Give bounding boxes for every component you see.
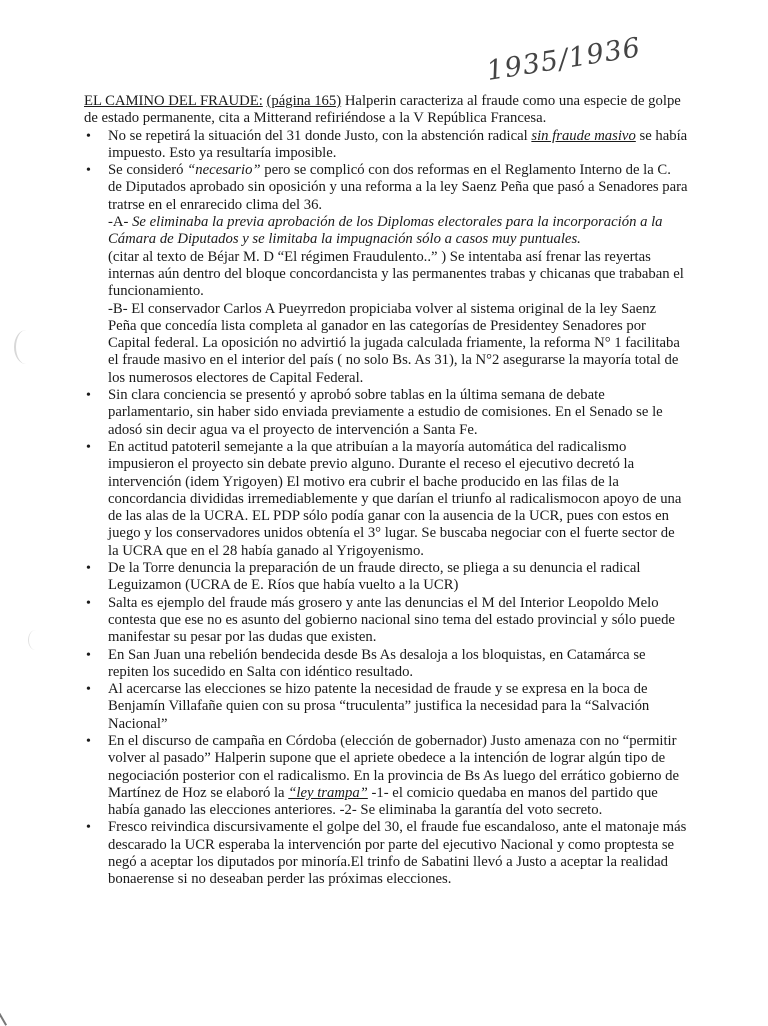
list-item: • En San Juan una rebelión bendecida desde Bs As desaloja a los bloquistas, en Catamárca se repiten los sucedido en Salta con idéntico resultado. xyxy=(84,647,688,682)
bullet-text: En el discurso de campaña en Córdoba (elección de gobernador) Justo amenaza con no “permitir volver al pasado” Halperin supone que el apriete obedece a la intención de lograr algún tipo de negociación posterior con el radicalismo. En la provincia de Bs As luego del errático gobierno de Martínez de Hoz se elaboró la xyxy=(108,732,679,801)
sub-point-b: -B- El conservador Carlos A Pueyrredon propiciaba volver al sistema original de la ley Saenz Peña que concedía lista completa al ganador en las categorías de Presidentey Senadores por Capital federal. La oposición no advirtió la jugada calculada friamente, la reforma N° 1 facilitaba el fraude masivo en el interior del país ( no solo Bs. As 31), la N°2 asegurarse la mayoría total de los numerosos electores de Capital Federal. xyxy=(108,300,680,386)
emphasis-text: Se eliminaba la previa aprobación de los Diplomas electorales para la incorporación a la Cámara de Diputados y se limitaba la impugnación sólo a casos muy puntuales. xyxy=(108,214,663,248)
list-item xyxy=(84,128,688,163)
scan-margin-mark xyxy=(28,630,43,650)
bullet-text: -1- el comicio quedaba en manos del partido que había ganado las elecciones anteriores. -2- Se eliminaba la garantía del voto secreto. xyxy=(108,784,658,819)
document-body xyxy=(84,93,688,889)
bullet-text: Se consideró xyxy=(108,162,188,179)
list-item: • Fresco reivindica discursivamente el golpe del 30, el fraude fue escandaloso, ante el matonaje más descarado la UCR esperaba la intervención por parte del ejecutivo Nacional y como proptesta se negó a aceptar los diputados por minoría.El trinfo de Sabatini llevó a Justo a aceptar la realidad bonaerense si no deseaban perder las próximas elecciones. xyxy=(84,819,688,888)
handwritten-date-annotation: 1935/1936 xyxy=(484,32,643,87)
sub-point-a xyxy=(108,214,688,249)
sub-point-a-continuation: (citar al texto de Béjar M. D “El régimen Fraudulento..” ) Se intentaba así frenar las reyertas internas aún dentro del bloque concordancista y las permanentes trabas y chicanas que trababan el funcionamiento. xyxy=(108,248,684,300)
page-reference: (página 165) xyxy=(266,93,342,109)
bullet-text: No se repetirá la situación del 31 donde Justo, con la abstención radical xyxy=(108,127,532,144)
scan-corner-mark xyxy=(0,1004,16,1026)
document-heading xyxy=(84,93,688,128)
intro-text: Halperin caracteriza al fraude como una especie de golpe de estado permanente, cita a Mitterand refiriéndose a la V República Francesa. xyxy=(84,93,681,127)
list-item: • Sin clara conciencia se presentó y aprobó sobre tablas en la última semana de debate parlamentario, sin haber sido enviada previamente a estudio de comisiones. En el Senado se le adosó sin decir agua va el proyecto de intervención a Santa Fe. xyxy=(84,387,688,439)
list-item xyxy=(84,733,688,819)
emphasis-text: “necesario” xyxy=(187,162,261,179)
bullet-text: se había impuesto. Esto ya resultaría imposible. xyxy=(108,127,688,161)
list-item: • Al acercarse las elecciones se hizo patente la necesidad de fraude y se expresa en la boca de Benjamín Villafañe quien con su prosa “truculenta” justifica la necesidad para la “Salvación Nacional” xyxy=(84,681,688,733)
bullet-text: pero se complicó con dos reformas en el Reglamento Interno de la C. de Diputados aprobado sin oposición y una reforma a la ley Saenz Peña que pasó a Senadores para tratrse en el enrarecido clima del 36. xyxy=(108,162,688,213)
list-item: • Salta es ejemplo del fraude más grosero y ante las denuncias el M del Interior Leopoldo Melo contesta que ese no es asunto del gobierno nacional sino tema del estado provincial y sólo puede manifestar su pesar por las dudas que existen. xyxy=(84,595,688,647)
emphasis-text: sin fraude masivo xyxy=(531,127,636,144)
bullet-list xyxy=(84,128,688,889)
scan-margin-mark xyxy=(14,330,38,364)
list-item xyxy=(84,162,688,387)
list-item: • En actitud patoteril semejante a la que atribuían a la mayoría automática del radicalismo impusieron el proyecto sin debate previo alguno. Durante el receso el ejecutivo decretó la intervención (idem Yrigoyen) El motivo era cubrir el bache producido en las filas de la concordancia divididas irremediablemente y que darían el triunfo al radicalismocon apoyo de una de las alas de la UCRA. EL PDP sólo podía ganar con la ausencia de la UCR, pues con estos en juego y los conservadores unidos obtenía el 3° lugar. Se buscaba negociar con el fuerte sector de la UCRA que en el 28 había ganado al Yrigoyenismo. xyxy=(84,439,688,560)
document-title: EL CAMINO DEL FRAUDE: xyxy=(84,93,263,109)
list-item: • De la Torre denuncia la preparación de un fraude directo, se pliega a su denuncia el radical Leguizamon (UCRA de E. Ríos que había vuelto a la UCR) xyxy=(84,560,688,595)
sub-point-label: -A- xyxy=(108,214,133,231)
emphasis-text: “ley trampa” xyxy=(288,784,368,801)
